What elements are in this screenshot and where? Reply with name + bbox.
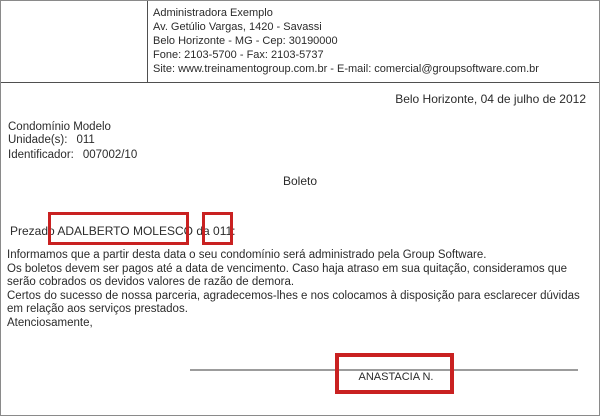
salutation-connector: da: [196, 224, 210, 238]
company-name-line: Administradora Exemplo: [153, 7, 273, 19]
company-phone-line: Fone: 2103-5700 - Fax: 2103-5737: [153, 49, 324, 61]
signature-name: ANASTACIA N.: [358, 371, 434, 383]
units-line: [8, 134, 95, 146]
recipient-name: ADALBERTO MOLESCO: [57, 224, 193, 238]
body-line: Informamos que a partir desta data o seu condomínio será administrado pela Group Software.: [7, 249, 487, 261]
identifier-line: [8, 149, 137, 161]
condominium-name: Condomínio Modelo: [8, 121, 111, 133]
company-address-line: Av. Getúlio Vargas, 1420 - Savassi: [153, 21, 322, 33]
logo-placeholder: [1, 1, 148, 82]
body-line: Os boletos devem ser pagos até a data de vencimento. Caso haja atraso em sua quitação, consideramos que: [7, 262, 567, 275]
units-value: 011: [76, 134, 95, 146]
identifier-value: 007002/10: [82, 149, 138, 161]
company-city-line: Belo Horizonte - MG - Cep: 30190000: [153, 35, 338, 47]
units-label: Unidade(s):: [8, 134, 68, 146]
body-line: serão cobrados os devidos valores de razão de demora.: [7, 276, 295, 289]
company-site-line: Site: www.treinamentogroup.com.br - E-mail: comercial@groupsoftware.com.br: [153, 63, 539, 75]
company-info: [153, 6, 539, 76]
date-line: Belo Horizonte, 04 de julho de 2012: [395, 92, 586, 106]
header-section: [1, 1, 599, 83]
letter-title: Boleto: [282, 174, 318, 188]
salutation-line: [10, 224, 236, 238]
body-line: Certos do sucesso de nossa parceria, agradecemos-lhes e nos colocamos à disposição para esclarecer dúvidas: [7, 289, 580, 302]
unit-number: 011:: [213, 224, 236, 238]
letter-body: [7, 249, 580, 331]
body-line: em relação aos serviços prestados.: [7, 303, 188, 316]
salutation-prefix: Prezado: [10, 224, 55, 238]
identifier-label: Identificador:: [8, 149, 74, 161]
closing-line: Atenciosamente,: [7, 316, 93, 329]
